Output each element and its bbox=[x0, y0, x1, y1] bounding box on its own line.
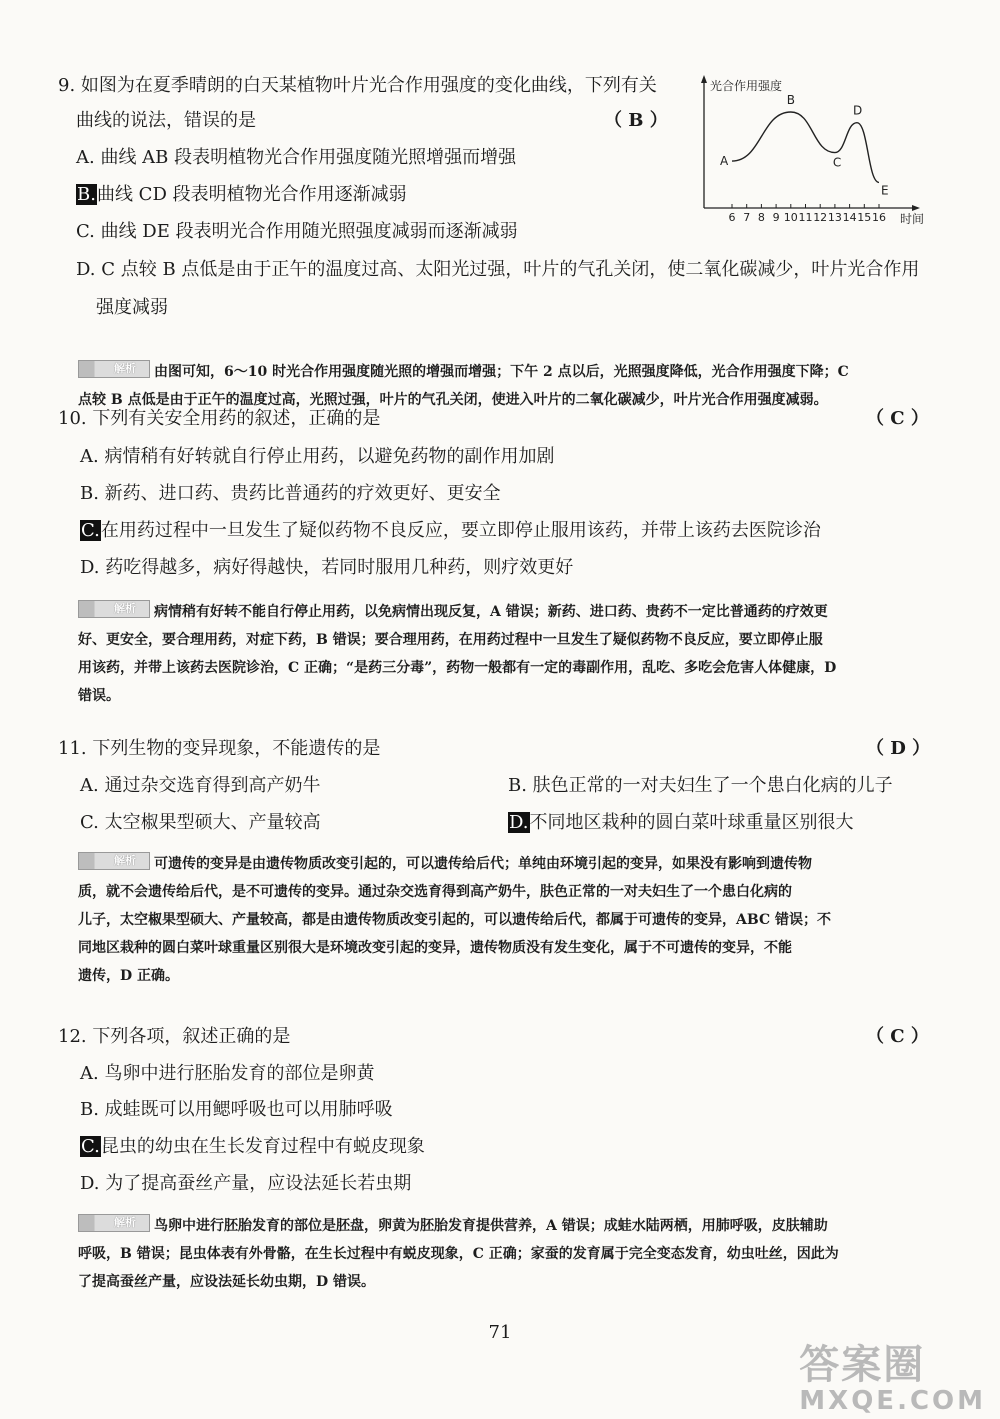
q9-option-b-text: 曲线 CD 段表明植物光合作用逐渐减弱 bbox=[96, 184, 407, 205]
q12-option-b: B. 成蛙既可以用鳃呼吸也可以用肺呼吸 bbox=[80, 1099, 393, 1120]
x-tick-label: 14 bbox=[842, 211, 857, 224]
q10-option-d: D. 药吃得越多，病好得越快，若同时服用几种药，则疗效更好 bbox=[80, 557, 574, 578]
q9-option-b bbox=[76, 183, 407, 207]
q10-option-a: A. 病情稍有好转就自行停止用药，以避免药物的副作用加剧 bbox=[80, 446, 555, 467]
q11-option-d-label: D. bbox=[509, 812, 529, 833]
x-axis-arrow bbox=[912, 205, 920, 211]
watermark-logo: 答案圈 MXQE.COM bbox=[799, 1342, 986, 1416]
q11-option-c: C. 太空椒果型硕大、产量较高 bbox=[80, 812, 321, 833]
x-tick-label: 12 bbox=[813, 211, 828, 224]
x-tick-label: 13 bbox=[827, 211, 842, 224]
q9-stem-line2: 曲线的说法，错误的是 bbox=[76, 110, 256, 131]
q9-stem-line1: 9. 如图为在夏季晴朗的白天某植物叶片光合作用强度的变化曲线，下列有关 bbox=[58, 75, 657, 96]
q10-stem: 10. 下列有关安全用药的叙述，正确的是 bbox=[58, 408, 381, 429]
q10-option-c-label: C. bbox=[81, 520, 100, 541]
q12-stem: 12. 下列各项，叙述正确的是 bbox=[58, 1026, 291, 1047]
point-label-e: E bbox=[881, 183, 889, 198]
point-label-d: D bbox=[852, 103, 863, 118]
explanation-tag: 解析 bbox=[78, 360, 150, 378]
x-axis-label: 时间 bbox=[900, 212, 925, 226]
q11-option-d-text: 不同地区栽种的圆白菜叶球重量区别很大 bbox=[529, 812, 854, 833]
x-tick-label: 6 bbox=[728, 211, 736, 224]
q9-explanation-line2: 点较 B 点低是由于正午的温度过高，光照过强，叶片的气孔关闭，使进入叶片的二氧化碳减少，叶片光合作用强度减弱。 bbox=[78, 392, 828, 408]
q10-answer: （ C ） bbox=[866, 408, 929, 429]
x-tick-label: 8 bbox=[757, 211, 765, 224]
q9-option-c: C. 曲线 DE 段表明光合作用随光照强度减弱而逐渐减弱 bbox=[76, 221, 518, 242]
q9-option-d-line1: D. C 点较 B 点低是由于正午的温度过高、太阳光过强，叶片的气孔关闭，使二氧化碳减少，叶片光合作用 bbox=[76, 259, 920, 280]
q11-answer: （ D ） bbox=[866, 738, 931, 759]
q11-stem: 11. 下列生物的变异现象，不能遗传的是 bbox=[58, 738, 381, 759]
x-tick-label: 11 bbox=[798, 211, 813, 224]
q9-explanation: 解析 由图可知，6～10 时光合作用强度随光照的增强而增强；下午 2 点以后，光照强度降低，光合作用强度下降；C 点较 B 点低是由于正午的温度过高，光照过强，叶片的气孔关闭，使进入叶片的二氧化碳减少，叶片光合作用强度减弱。 bbox=[78, 358, 948, 414]
x-tick-label: 7 bbox=[743, 211, 751, 224]
q12-answer: （ C ） bbox=[866, 1026, 929, 1047]
explanation-tag: 解析 bbox=[78, 852, 150, 870]
q9-option-b-label: B. bbox=[77, 184, 96, 205]
q10-option-b: B. 新药、进口药、贵药比普通药的疗效更好、更安全 bbox=[80, 483, 501, 504]
q10-option-c bbox=[80, 519, 821, 543]
x-tick-label: 16 bbox=[872, 211, 886, 224]
intensity-curve bbox=[732, 112, 879, 182]
q12-option-a: A. 鸟卵中进行胚胎发育的部位是卵黄 bbox=[80, 1063, 375, 1084]
y-axis-label: 光合作用强度 bbox=[710, 79, 783, 93]
point-label-c: C bbox=[832, 155, 842, 170]
explanation-tag: 解析 bbox=[78, 1214, 150, 1232]
q12-option-c bbox=[80, 1135, 425, 1159]
x-tick-label: 15 bbox=[857, 211, 872, 224]
explanation-tag: 解析 bbox=[78, 600, 150, 618]
q9-answer: （ B ） bbox=[604, 110, 668, 131]
q12-option-d: D. 为了提高蚕丝产量，应设法延长若虫期 bbox=[80, 1173, 412, 1194]
q10-explanation: 解析 病情稍有好转不能自行停止用药，以免病情出现反复，A 错误；新药、进口药、贵药不一定比普通药的疗效更 好、更安全，要合理用药，对症下药，B 错误；要合理用药，在用药过程中一旦发生了疑似药物不良反应，要立即停止服 用该药，并带上该药去医院诊治，C 正确；“是药三分毒”，药物一般都有一定的毒副作用，乱吃、多吃会危害人体健康，D 错误。 bbox=[78, 602, 837, 704]
page-number: 71 bbox=[488, 1322, 512, 1343]
q11-option-a: A. 通过杂交选育得到高产奶牛 bbox=[80, 775, 321, 796]
q9-option-d-line2: 强度减弱 bbox=[96, 297, 168, 318]
x-tick-label: 10 bbox=[783, 211, 798, 224]
q11-option-d bbox=[508, 811, 854, 835]
x-tick-label: 9 bbox=[772, 211, 780, 224]
q11-option-b: B. 肤色正常的一对夫妇生了一个患白化病的儿子 bbox=[508, 775, 893, 796]
y-axis-arrow bbox=[701, 75, 707, 83]
q12-option-c-label: C. bbox=[81, 1136, 100, 1157]
q9-option-a: A. 曲线 AB 段表明植物光合作用强度随光照增强而增强 bbox=[76, 147, 517, 168]
q12-explanation: 解析 鸟卵中进行胚胎发育的部位是胚盘，卵黄为胚胎发育提供营养，A 错误；成蛙水陆两栖，用肺呼吸，皮肤辅助 呼吸，B 错误；昆虫体表有外骨骼，在生长过程中有蜕皮现象，C 正确；家蚕的发育属于完全变态发育，幼虫吐丝，因此为 了提高蚕丝产量，应设法延长幼虫期，D 错误。 bbox=[78, 1216, 839, 1290]
q11-explanation: 解析 可遗传的变异是由遗传物质改变引起的，可以遗传给后代；单纯由环境引起的变异，如果没有影响到遗传物 质，就不会遗传给后代，是不可遗传的变异。通过杂交选育得到高产奶牛，肤色正常的一对夫妇生了一个患白化病的 儿子，太空椒果型硕大、产量较高，都是由遗传物质改变引起的，可以遗传给后代，都属于可遗传的变异，ABC 错误；不 同地区栽种的圆白菜叶球重量区别很大是环境改变引起的变异，遗传物质没有发生变化，属于不可遗传的变异，不能 遗传，D 正确。 bbox=[78, 854, 831, 984]
q10-option-c-text: 在用药过程中一旦发生了疑似药物不良反应，要立即停止服用该药，并带上该药去医院诊治 bbox=[100, 520, 821, 541]
point-label-a: A bbox=[720, 154, 729, 169]
point-label-b: B bbox=[786, 93, 796, 107]
photosynthesis-chart bbox=[696, 70, 936, 230]
q12-option-c-text: 昆虫的幼虫在生长发育过程中有蜕皮现象 bbox=[100, 1136, 425, 1157]
